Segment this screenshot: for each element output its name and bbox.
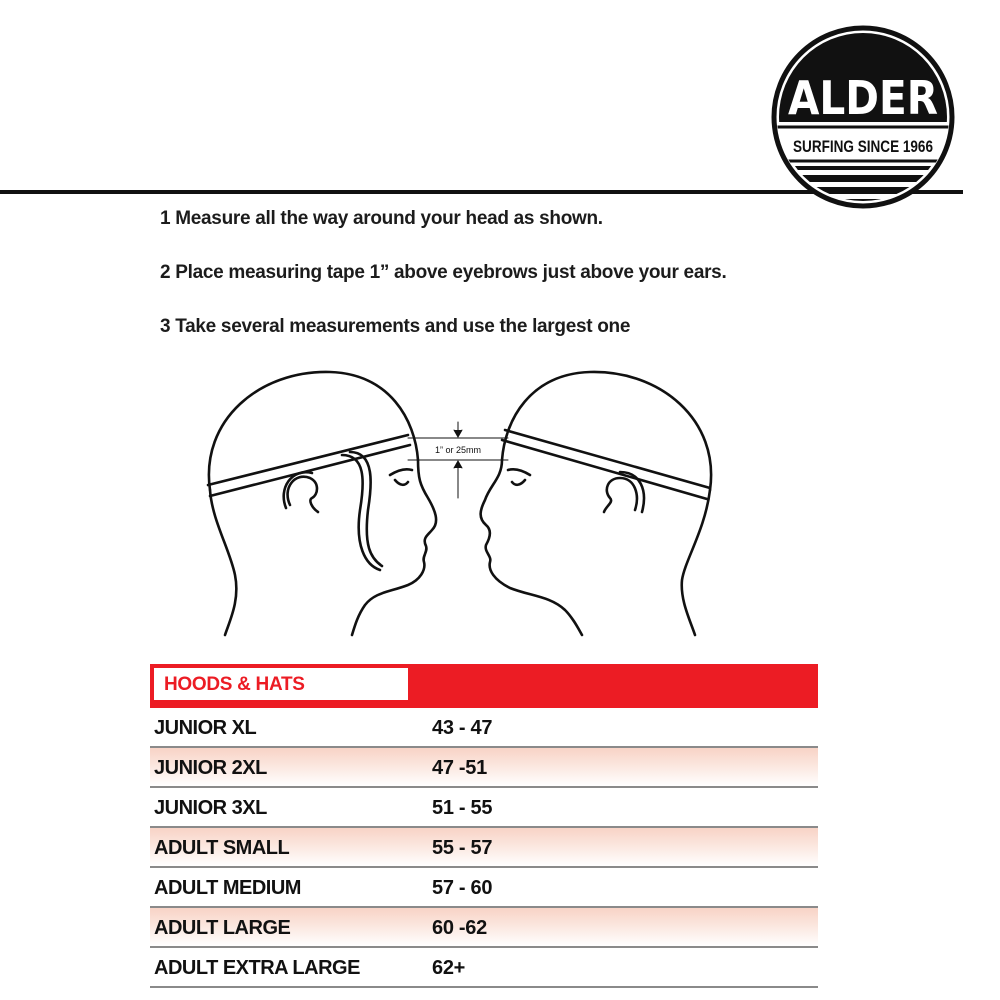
head-measurement-illustration bbox=[190, 360, 730, 640]
instruction-step-2: 2 Place measuring tape 1” above eyebrows just above your ears. bbox=[160, 262, 727, 283]
size-range: 47 -51 bbox=[432, 757, 487, 779]
right-head-icon bbox=[481, 372, 711, 635]
table-row bbox=[150, 828, 818, 868]
table-row bbox=[150, 708, 818, 748]
table-row bbox=[150, 868, 818, 908]
measurement-instructions bbox=[160, 207, 860, 369]
measure-label: 1” or 25mm bbox=[434, 445, 482, 455]
size-range: 51 - 55 bbox=[432, 797, 493, 819]
size-name: ADULT LARGE bbox=[154, 917, 291, 939]
instruction-step-3: 3 Take several measurements and use the largest one bbox=[160, 316, 631, 337]
alder-logo bbox=[770, 24, 956, 210]
size-range: 62+ bbox=[432, 957, 466, 979]
size-name: ADULT EXTRA LARGE bbox=[154, 957, 360, 979]
table-header bbox=[150, 664, 818, 708]
size-name: JUNIOR 3XL bbox=[154, 797, 267, 819]
alder-logo-icon bbox=[770, 24, 956, 210]
size-range: 43 - 47 bbox=[432, 717, 493, 739]
svg-text:ALDER: ALDER bbox=[788, 71, 938, 125]
size-range: 55 - 57 bbox=[432, 837, 493, 859]
size-name: JUNIOR 2XL bbox=[154, 757, 267, 779]
size-chart-table bbox=[150, 664, 818, 988]
size-name: ADULT SMALL bbox=[154, 837, 290, 859]
size-name: JUNIOR XL bbox=[154, 717, 257, 739]
table-row bbox=[150, 788, 818, 828]
size-range: 60 -62 bbox=[432, 917, 487, 939]
table-header-label: HOODS & HATS bbox=[152, 666, 410, 702]
instruction-step-1: 1 Measure all the way around your head as shown. bbox=[160, 208, 603, 229]
left-head-icon bbox=[208, 372, 436, 635]
table-row bbox=[150, 948, 818, 988]
size-name: ADULT MEDIUM bbox=[154, 877, 301, 899]
table-row bbox=[150, 908, 818, 948]
table-row bbox=[150, 748, 818, 788]
svg-text:SURFING SINCE 1966: SURFING SINCE 1966 bbox=[793, 137, 933, 156]
size-range: 57 - 60 bbox=[432, 877, 493, 899]
